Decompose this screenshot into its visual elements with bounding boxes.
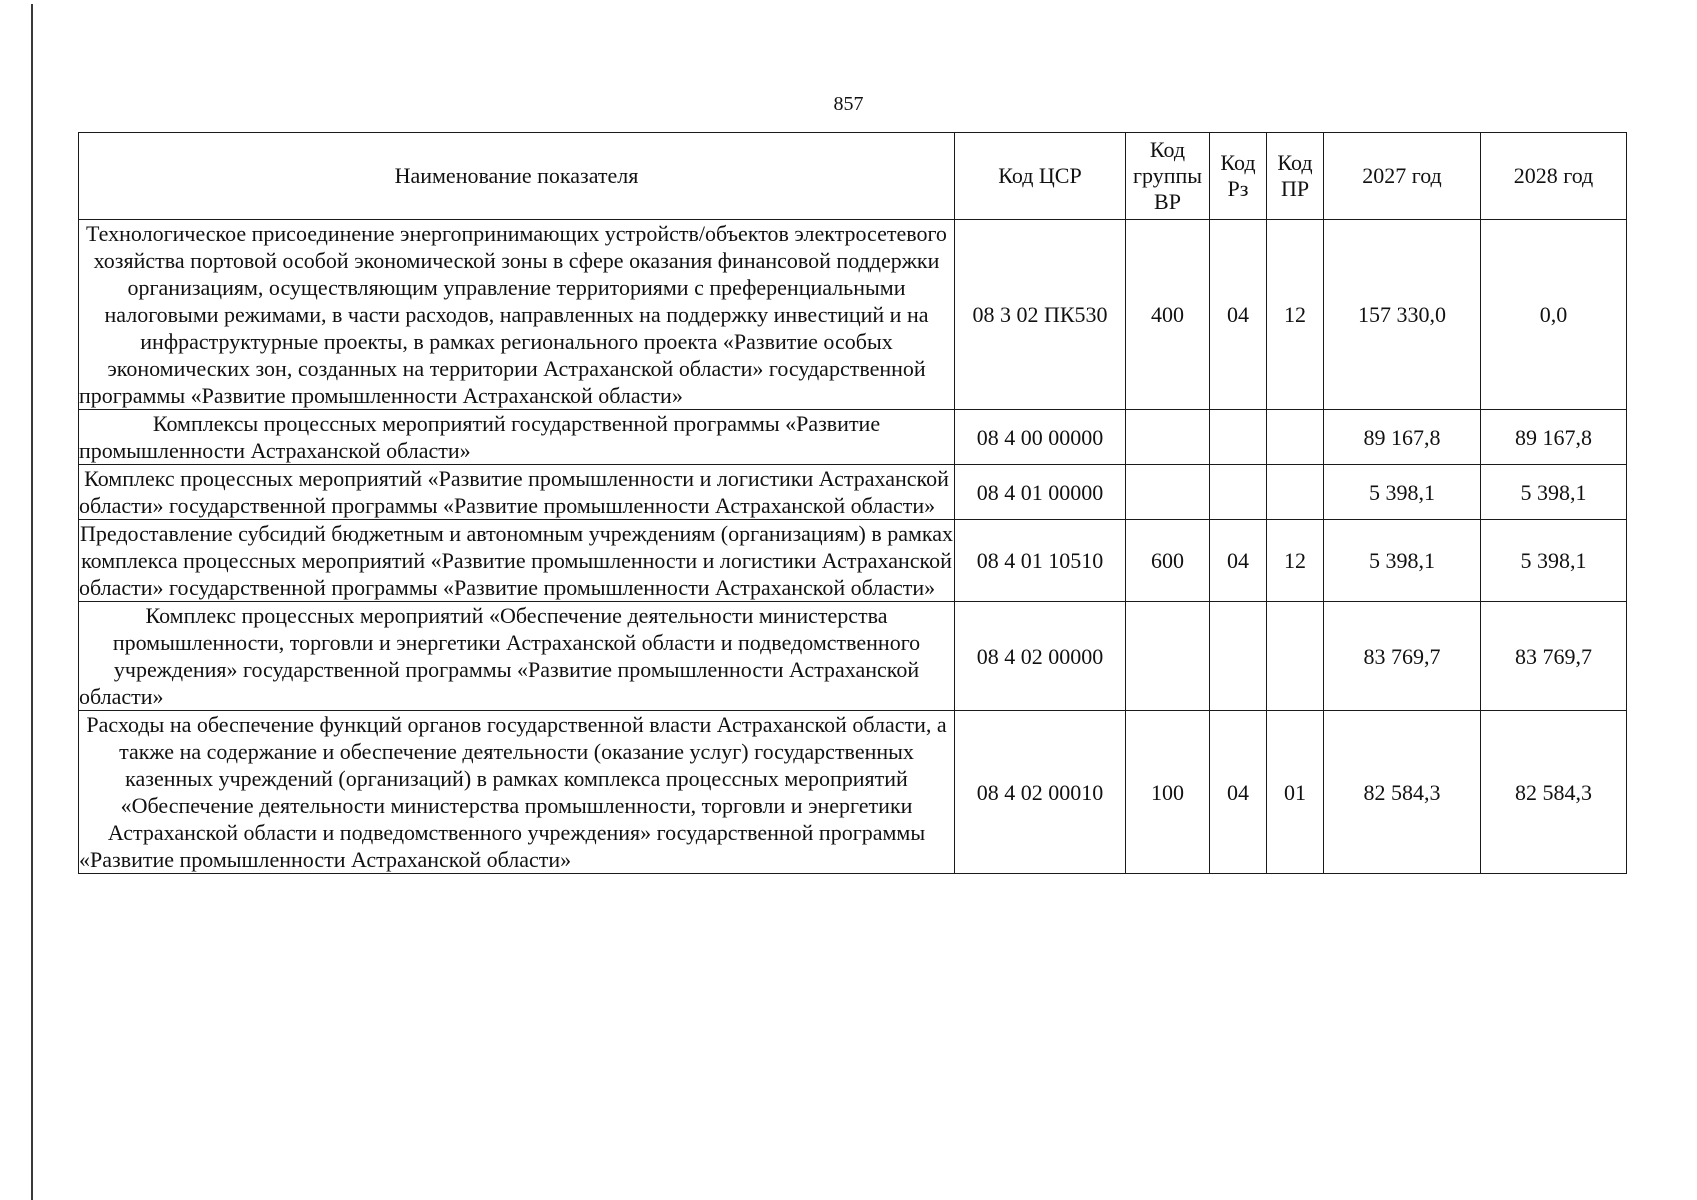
cell-pr	[1267, 602, 1324, 711]
cell-csr: 08 4 00 00000	[955, 410, 1126, 465]
binding-margin-line	[31, 4, 33, 1200]
cell-pr	[1267, 410, 1324, 465]
cell-2028: 5 398,1	[1481, 520, 1627, 602]
header-vr: Код группы ВР	[1126, 133, 1210, 220]
cell-vr: 400	[1126, 220, 1210, 410]
cell-2027: 5 398,1	[1324, 465, 1481, 520]
cell-2028: 83 769,7	[1481, 602, 1627, 711]
cell-csr: 08 4 02 00000	[955, 602, 1126, 711]
cell-pr: 12	[1267, 520, 1324, 602]
cell-2028: 5 398,1	[1481, 465, 1627, 520]
cell-vr	[1126, 465, 1210, 520]
table-row	[79, 602, 1627, 711]
cell-csr: 08 4 02 00010	[955, 711, 1126, 874]
cell-csr: 08 3 02 ПК530	[955, 220, 1126, 410]
cell-name: Расходы на обеспечение функций органов государственной власти Астраханской области, а также на содержание и обеспечение деятельности (оказание услуг) государственных казенных учреждений (организаций) в рамках комплекса процессных мероприятий «Обеспечение деятельности министерства промышленности, торговли и энергетики Астраханской области и подведомственного учреждения» государственной программы «Развитие промышленности Астраханской области»	[79, 711, 955, 874]
cell-vr: 100	[1126, 711, 1210, 874]
cell-name: Комплекс процессных мероприятий «Развитие промышленности и логистики Астраханской области» государственной программы «Развитие промышленности Астраханской области»	[79, 465, 955, 520]
cell-rz	[1210, 410, 1267, 465]
budget-table	[78, 132, 1627, 874]
cell-rz: 04	[1210, 520, 1267, 602]
header-pr: Код ПР	[1267, 133, 1324, 220]
cell-pr: 01	[1267, 711, 1324, 874]
cell-2028: 89 167,8	[1481, 410, 1627, 465]
cell-rz: 04	[1210, 711, 1267, 874]
table-row	[79, 711, 1627, 874]
header-2028: 2028 год	[1481, 133, 1627, 220]
cell-2027: 83 769,7	[1324, 602, 1481, 711]
cell-pr	[1267, 465, 1324, 520]
cell-rz: 04	[1210, 220, 1267, 410]
table-row	[79, 520, 1627, 602]
table-row	[79, 220, 1627, 410]
cell-rz	[1210, 602, 1267, 711]
cell-rz	[1210, 465, 1267, 520]
header-2027: 2027 год	[1324, 133, 1481, 220]
cell-csr: 08 4 01 10510	[955, 520, 1126, 602]
cell-2027: 5 398,1	[1324, 520, 1481, 602]
cell-2028: 0,0	[1481, 220, 1627, 410]
cell-2027: 89 167,8	[1324, 410, 1481, 465]
header-rz: Код Рз	[1210, 133, 1267, 220]
header-name: Наименование показателя	[79, 133, 955, 220]
cell-2028: 82 584,3	[1481, 711, 1627, 874]
table-header-row	[79, 133, 1627, 220]
cell-csr: 08 4 01 00000	[955, 465, 1126, 520]
cell-vr	[1126, 410, 1210, 465]
cell-vr: 600	[1126, 520, 1210, 602]
table-row	[79, 410, 1627, 465]
header-csr: Код ЦСР	[955, 133, 1126, 220]
cell-name: Комплекс процессных мероприятий «Обеспечение деятельности министерства промышленности, торговли и энергетики Астраханской области и подведомственного учреждения» государственной программы «Развитие промышленности Астраханской области»	[79, 602, 955, 711]
cell-2027: 157 330,0	[1324, 220, 1481, 410]
cell-name: Комплексы процессных мероприятий государственной программы «Развитие промышленности Астраханской области»	[79, 410, 955, 465]
table-row	[79, 465, 1627, 520]
cell-2027: 82 584,3	[1324, 711, 1481, 874]
cell-name: Технологическое присоединение энергопринимающих устройств/объектов электросетевого хозяйства портовой особой экономической зоны в сфере оказания финансовой поддержки организациям, осуществляющим управление территориями с преференциальными налоговыми режимами, в части расходов, направленных на поддержку инвестиций и на инфраструктурные проекты, в рамках регионального проекта «Развитие особых экономических зон, созданных на территории Астраханской области» государственной программы «Развитие промышленности Астраханской области»	[79, 220, 955, 410]
cell-pr: 12	[1267, 220, 1324, 410]
page-number: 857	[833, 93, 864, 115]
cell-vr	[1126, 602, 1210, 711]
cell-name: Предоставление субсидий бюджетным и автономным учреждениям (организациям) в рамках комплекса процессных мероприятий «Развитие промышленности и логистики Астраханской области» государственной программы «Развитие промышленности Астраханской области»	[79, 521, 954, 600]
